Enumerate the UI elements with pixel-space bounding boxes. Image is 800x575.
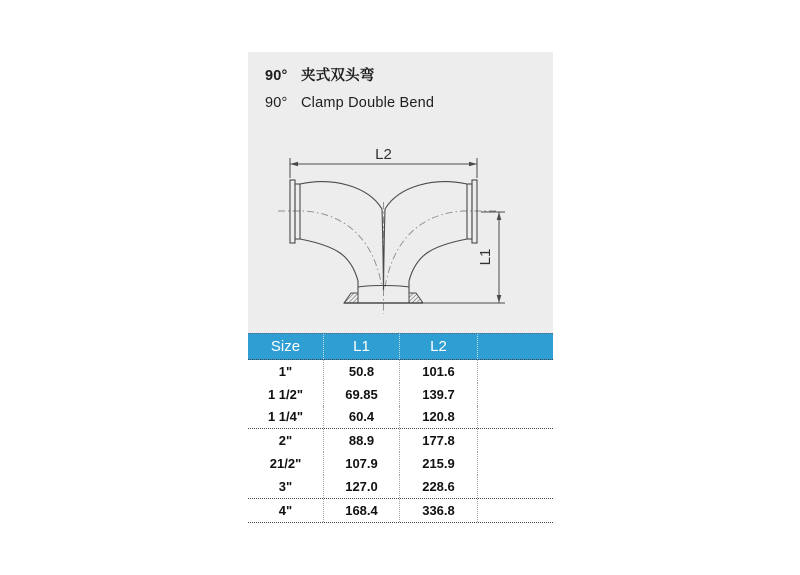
cell-extra — [478, 360, 553, 383]
product-name-en: Clamp Double Bend — [301, 95, 435, 111]
cell-extra — [478, 475, 553, 498]
product-titles — [265, 63, 434, 117]
cell-l1: 107.9 — [324, 452, 400, 475]
cell-l2: 228.6 — [400, 475, 478, 498]
l2-arrow-left — [290, 162, 298, 167]
size-table — [248, 333, 553, 523]
cell-size: 1" — [248, 360, 324, 383]
cell-size: 1 1/4" — [248, 406, 324, 429]
angle-label-en: 90° — [265, 95, 288, 111]
cell-size: 3" — [248, 475, 324, 498]
table-row — [248, 475, 553, 498]
cell-l1: 168.4 — [324, 499, 400, 522]
cell-extra — [478, 499, 553, 522]
l1-arrow-bottom — [497, 295, 502, 303]
l2-arrow-right — [469, 162, 477, 167]
cell-l2: 139.7 — [400, 383, 478, 406]
cell-extra — [478, 406, 553, 429]
table-body — [248, 360, 553, 523]
table-row — [248, 383, 553, 406]
l1-label: L1 — [477, 248, 494, 266]
cell-l2: 120.8 — [400, 406, 478, 429]
cell-l1: 50.8 — [324, 360, 400, 383]
table-row — [248, 499, 553, 522]
table-group — [248, 360, 553, 429]
cell-l2: 336.8 — [400, 499, 478, 522]
cell-extra — [478, 452, 553, 475]
table-row — [248, 360, 553, 383]
table-group — [248, 499, 553, 523]
title-english — [265, 90, 434, 117]
table-group — [248, 429, 553, 498]
cell-size: 2" — [248, 429, 324, 452]
table-row — [248, 452, 553, 475]
column-header-size: Size — [248, 334, 324, 359]
bottom-ferrule-lip-left — [344, 293, 358, 303]
cell-l1: 69.85 — [324, 383, 400, 406]
l2-label: L2 — [375, 146, 392, 163]
fitting-drawing — [248, 140, 553, 333]
l1-arrow-top — [497, 212, 502, 220]
centerlines — [278, 202, 496, 314]
table-row — [248, 429, 553, 452]
cell-size: 21/2" — [248, 452, 324, 475]
title-chinese — [265, 63, 434, 90]
product-card — [248, 52, 553, 333]
cell-l2: 177.8 — [400, 429, 478, 452]
table-row — [248, 406, 553, 429]
cell-l1: 60.4 — [324, 406, 400, 429]
cell-l1: 127.0 — [324, 475, 400, 498]
cell-size: 4" — [248, 499, 324, 522]
table-header-row — [248, 333, 553, 360]
cell-extra — [478, 383, 553, 406]
cell-extra — [478, 429, 553, 452]
cell-l1: 88.9 — [324, 429, 400, 452]
cell-l2: 101.6 — [400, 360, 478, 383]
product-name-cn: 夹式双头弯 — [301, 68, 375, 84]
column-header-empty — [478, 334, 553, 359]
cell-l2: 215.9 — [400, 452, 478, 475]
bottom-ferrule-lip-right — [409, 293, 423, 303]
column-header-l2: L2 — [400, 334, 478, 359]
cell-size: 1 1/2" — [248, 383, 324, 406]
column-header-l1: L1 — [324, 334, 400, 359]
angle-label-cn: 90° — [265, 68, 288, 84]
